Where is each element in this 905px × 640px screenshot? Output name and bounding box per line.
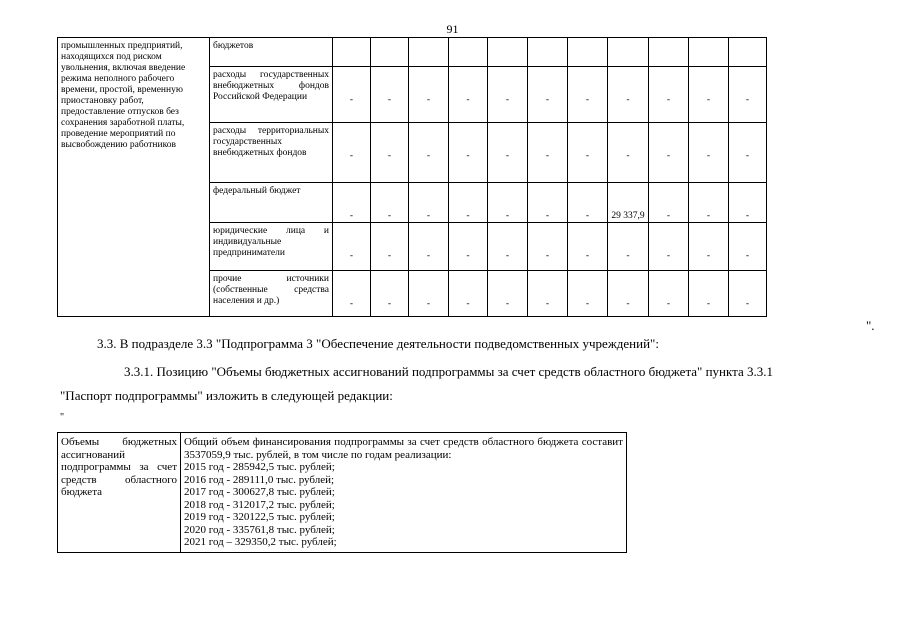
value-cell: - <box>449 183 488 223</box>
value-cell: - <box>488 123 528 183</box>
value-cell: - <box>528 183 568 223</box>
passport-year-line: 2021 год – 329350,2 тыс. рублей; <box>184 536 337 548</box>
value-cell: - <box>689 223 729 271</box>
value-cell <box>729 38 767 67</box>
value-cell: - <box>608 223 649 271</box>
value-cell: - <box>729 183 767 223</box>
passport-year-line: 2016 год - 289111,0 тыс. рублей; <box>184 473 335 486</box>
value-cell: 29 337,9 <box>608 183 649 223</box>
funding-source-cell: расходы государственных внебюджетных фондов Российской Федерации <box>210 67 333 123</box>
passport-table <box>57 432 627 553</box>
funding-table <box>57 37 767 317</box>
passport-intro: Общий объем финансирования подпрограммы за счет средств областного бюджета составит 3537059,9 тыс. рублей, в том числе по годам реализации: <box>184 436 623 461</box>
value-cell: - <box>449 67 488 123</box>
paragraph-3-3-1-line1: 3.3.1. Позицию "Объемы бюджетных ассигнований подпрограммы за счет средств областного бюджета" пункта 3.3.1 <box>124 364 774 379</box>
passport-year-line: 2018 год - 312017,2 тыс. рублей; <box>184 498 335 511</box>
passport-row <box>58 433 627 553</box>
value-cell: - <box>333 123 371 183</box>
page-number: 91 <box>446 22 459 36</box>
value-cell: - <box>449 123 488 183</box>
passport-year-line: 2019 год - 320122,5 тыс. рублей; <box>184 511 335 523</box>
value-cell: - <box>449 223 488 271</box>
value-cell: - <box>608 271 649 317</box>
value-cell: - <box>568 223 608 271</box>
value-cell: - <box>649 123 689 183</box>
funding-source-cell: расходы территориальных государственных внебюджетных фондов <box>210 123 333 183</box>
funding-source-cell: бюджетов <box>210 38 333 67</box>
value-cell: - <box>371 223 409 271</box>
value-cell: - <box>729 67 767 123</box>
table-row <box>58 38 767 67</box>
value-cell: - <box>333 271 371 317</box>
paragraph-3-3: 3.3. В подразделе 3.3 "Подпрограмма 3 "Обеспечение деятельности подведомственных учреждений": <box>97 336 659 351</box>
value-cell: - <box>649 67 689 123</box>
value-cell <box>649 38 689 67</box>
value-cell <box>449 38 488 67</box>
value-cell: - <box>528 67 568 123</box>
value-cell: - <box>409 183 449 223</box>
passport-value-cell <box>181 433 627 553</box>
value-cell <box>409 38 449 67</box>
value-cell: - <box>568 123 608 183</box>
opening-quote: " <box>60 412 65 423</box>
value-cell: - <box>689 271 729 317</box>
value-cell: - <box>649 271 689 317</box>
value-cell: - <box>409 223 449 271</box>
value-cell: - <box>729 223 767 271</box>
value-cell <box>333 38 371 67</box>
value-cell: - <box>409 271 449 317</box>
value-cell: - <box>488 223 528 271</box>
closing-quote: ". <box>866 318 875 333</box>
value-cell: - <box>371 183 409 223</box>
funding-source-cell: юридические лица и индивидуальные предприниматели <box>210 223 333 271</box>
value-cell: - <box>729 271 767 317</box>
value-cell: - <box>528 223 568 271</box>
passport-year-line: 2015 год - 285942,5 тыс. рублей; <box>184 461 335 473</box>
value-cell: - <box>371 123 409 183</box>
value-cell: - <box>409 67 449 123</box>
value-cell <box>371 38 409 67</box>
value-cell: - <box>333 223 371 271</box>
value-cell: - <box>729 123 767 183</box>
measure-description-cell: промышленных предприятий, находящихся под риском увольнения, включая введение режима неполного рабочего времени, простой, временную приостановку работ, предоставление отпусков без сохранения заработной платы, проведение мероприятий по высвобождению работников <box>58 38 210 317</box>
value-cell <box>689 38 729 67</box>
value-cell: - <box>689 123 729 183</box>
value-cell: - <box>371 67 409 123</box>
passport-label-cell: Объемы бюджетных ассигнований подпрограммы за счет средств областного бюджета <box>58 433 181 553</box>
passport-year-line: 2017 год - 300627,8 тыс. рублей; <box>184 486 335 498</box>
value-cell: - <box>488 67 528 123</box>
value-cell: - <box>409 123 449 183</box>
value-cell: - <box>649 183 689 223</box>
value-cell: - <box>649 223 689 271</box>
paragraph-3-3-1-line2: "Паспорт подпрограммы" изложить в следующей редакции: <box>60 388 393 403</box>
value-cell: - <box>608 123 649 183</box>
value-cell: - <box>333 183 371 223</box>
value-cell: - <box>568 183 608 223</box>
value-cell <box>568 38 608 67</box>
value-cell <box>608 38 649 67</box>
value-cell: - <box>528 123 568 183</box>
value-cell: - <box>568 271 608 317</box>
value-cell: - <box>371 271 409 317</box>
value-cell: - <box>488 271 528 317</box>
value-cell: - <box>488 183 528 223</box>
value-cell: - <box>689 67 729 123</box>
value-cell: - <box>608 67 649 123</box>
value-cell <box>488 38 528 67</box>
funding-source-cell: прочие источники (собственные средства населения и др.) <box>210 271 333 317</box>
funding-source-cell: федеральный бюджет <box>210 183 333 223</box>
value-cell <box>528 38 568 67</box>
value-cell: - <box>449 271 488 317</box>
value-cell: - <box>333 67 371 123</box>
passport-year-line: 2020 год - 335761,8 тыс. рублей; <box>184 523 335 536</box>
value-cell: - <box>528 271 568 317</box>
value-cell: - <box>689 183 729 223</box>
value-cell: - <box>568 67 608 123</box>
